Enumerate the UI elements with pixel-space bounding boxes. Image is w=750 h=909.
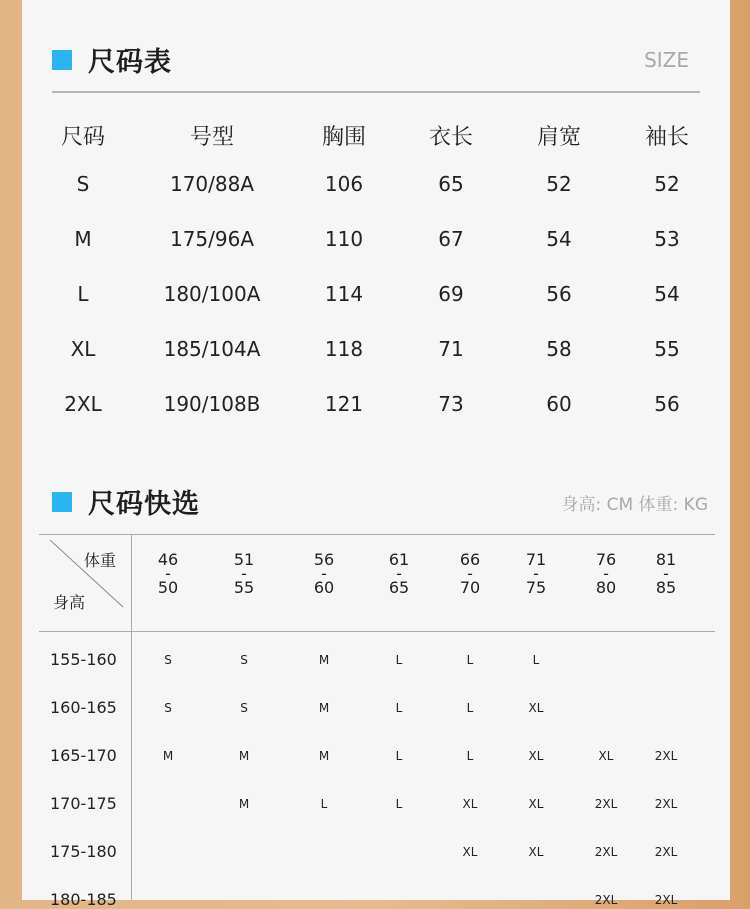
weight-min: 61 <box>388 550 410 569</box>
size-recommendation: S <box>164 701 172 715</box>
size-recommendation: 2XL <box>594 797 618 811</box>
height-range-label: 160-165 <box>50 698 117 717</box>
weight-max: 70 <box>459 578 481 597</box>
range-dash: - <box>165 564 171 583</box>
cell-shoulder: 60 <box>546 392 572 416</box>
range-dash: - <box>241 564 247 583</box>
cell-size: M <box>74 227 92 251</box>
cell-length: 67 <box>438 227 464 251</box>
size-recommendation: XL <box>528 845 544 859</box>
cell-shoulder: 54 <box>546 227 572 251</box>
size-recommendation: XL <box>462 797 478 811</box>
size-table-header <box>52 40 172 79</box>
header-size: 尺码 <box>60 125 106 150</box>
cell-model: 175/96A <box>169 227 255 251</box>
size-recommendation: XL <box>462 845 478 859</box>
weight-range-header <box>656 551 676 597</box>
size-recommendation: M <box>238 749 250 763</box>
height-range-label: 165-170 <box>50 746 117 765</box>
range-dash: - <box>663 564 669 583</box>
weight-range-header <box>234 551 254 597</box>
header-length: 衣长 <box>428 125 474 150</box>
weight-max: 85 <box>655 578 677 597</box>
range-dash: - <box>603 564 609 583</box>
weight-min: 76 <box>595 550 617 569</box>
weight-max: 55 <box>233 578 255 597</box>
cell-shoulder: 52 <box>546 172 572 196</box>
size-table-row <box>22 215 730 270</box>
cell-shoulder: 58 <box>546 337 572 361</box>
size-recommendation: 2XL <box>654 893 678 907</box>
cell-model: 180/100A <box>163 282 261 306</box>
grid-line <box>131 534 132 900</box>
grid-line <box>39 631 715 632</box>
size-badge: SIZE <box>644 48 689 72</box>
height-range-label: 175-180 <box>50 842 117 861</box>
range-dash: - <box>321 564 327 583</box>
cell-chest: 114 <box>324 282 364 306</box>
grid-line <box>39 534 715 535</box>
size-recommendation: M <box>238 797 250 811</box>
cell-sleeve: 52 <box>654 172 680 196</box>
weight-range-header <box>158 551 178 597</box>
size-table-row <box>22 160 730 215</box>
weight-max: 75 <box>525 578 547 597</box>
corner-height-label: 身高 <box>53 593 86 612</box>
size-recommendation: L <box>395 749 403 763</box>
size-recommendation: M <box>318 701 330 715</box>
cell-length: 69 <box>438 282 464 306</box>
weight-range-header <box>526 551 546 597</box>
cell-size: S <box>76 172 90 196</box>
size-recommendation: L <box>466 653 474 667</box>
cell-length: 71 <box>438 337 464 361</box>
height-range-label: 170-175 <box>50 794 117 813</box>
divider <box>52 91 700 93</box>
weight-min: 51 <box>233 550 255 569</box>
size-recommendation: 2XL <box>654 845 678 859</box>
cell-length: 73 <box>438 392 464 416</box>
size-table-row <box>22 380 730 435</box>
size-table-row <box>22 270 730 325</box>
size-recommendation: 2XL <box>594 893 618 907</box>
weight-max: 65 <box>388 578 410 597</box>
quick-select-title: 尺码快选 <box>88 489 200 520</box>
corner-weight-label: 体重 <box>84 551 117 570</box>
size-recommendation: L <box>532 653 540 667</box>
cell-sleeve: 54 <box>654 282 680 306</box>
weight-range-header <box>596 551 616 597</box>
header-sleeve: 袖长 <box>644 125 690 150</box>
weight-min: 66 <box>459 550 481 569</box>
header-chest: 胸围 <box>321 125 367 150</box>
cell-size: XL <box>70 337 96 361</box>
cell-size: L <box>77 282 89 306</box>
cell-shoulder: 56 <box>546 282 572 306</box>
size-table-title: 尺码表 <box>88 47 172 78</box>
size-table-row <box>22 325 730 380</box>
size-table <box>22 110 730 435</box>
cell-chest: 110 <box>324 227 364 251</box>
weight-range-header <box>460 551 480 597</box>
section-marker-icon <box>52 492 72 512</box>
cell-chest: 106 <box>324 172 364 196</box>
weight-max: 80 <box>595 578 617 597</box>
size-recommendation: XL <box>528 797 544 811</box>
size-recommendation: L <box>466 749 474 763</box>
size-table-header-row <box>22 110 730 160</box>
section-marker-icon <box>52 50 72 70</box>
range-dash: - <box>467 564 473 583</box>
size-recommendation: M <box>318 749 330 763</box>
weight-range-header <box>389 551 409 597</box>
size-recommendation: M <box>318 653 330 667</box>
size-recommendation: L <box>320 797 328 811</box>
header-model: 号型 <box>189 125 235 150</box>
size-recommendation: XL <box>598 749 614 763</box>
cell-model: 190/108B <box>163 392 261 416</box>
weight-max: 50 <box>157 578 179 597</box>
height-range-label: 180-185 <box>50 890 117 909</box>
size-recommendation: L <box>395 701 403 715</box>
range-dash: - <box>533 564 539 583</box>
size-recommendation: 2XL <box>594 845 618 859</box>
size-chart-card <box>22 0 730 909</box>
cell-model: 170/88A <box>169 172 255 196</box>
cell-chest: 118 <box>324 337 364 361</box>
size-recommendation: S <box>164 653 172 667</box>
size-recommendation: L <box>395 653 403 667</box>
cell-size: 2XL <box>64 392 102 416</box>
weight-min: 71 <box>525 550 547 569</box>
cell-sleeve: 56 <box>654 392 680 416</box>
weight-min: 56 <box>313 550 335 569</box>
size-recommendation: L <box>395 797 403 811</box>
range-dash: - <box>396 564 402 583</box>
size-recommendation: 2XL <box>654 749 678 763</box>
cell-length: 65 <box>438 172 464 196</box>
weight-range-header <box>314 551 334 597</box>
size-recommendation: M <box>162 749 174 763</box>
cell-model: 185/104A <box>163 337 261 361</box>
size-recommendation: XL <box>528 701 544 715</box>
size-recommendation: XL <box>528 749 544 763</box>
size-recommendation: S <box>240 653 248 667</box>
cell-sleeve: 53 <box>654 227 680 251</box>
size-recommendation: S <box>240 701 248 715</box>
weight-max: 60 <box>313 578 335 597</box>
header-shoulder: 肩宽 <box>536 125 582 150</box>
height-range-label: 155-160 <box>50 650 117 669</box>
quick-select-header <box>52 482 200 521</box>
weight-min: 81 <box>655 550 677 569</box>
unit-note: 身高: CM 体重: KG <box>561 495 708 515</box>
cell-sleeve: 55 <box>654 337 680 361</box>
size-recommendation: L <box>466 701 474 715</box>
weight-min: 46 <box>157 550 179 569</box>
size-recommendation: 2XL <box>654 797 678 811</box>
cell-chest: 121 <box>324 392 364 416</box>
